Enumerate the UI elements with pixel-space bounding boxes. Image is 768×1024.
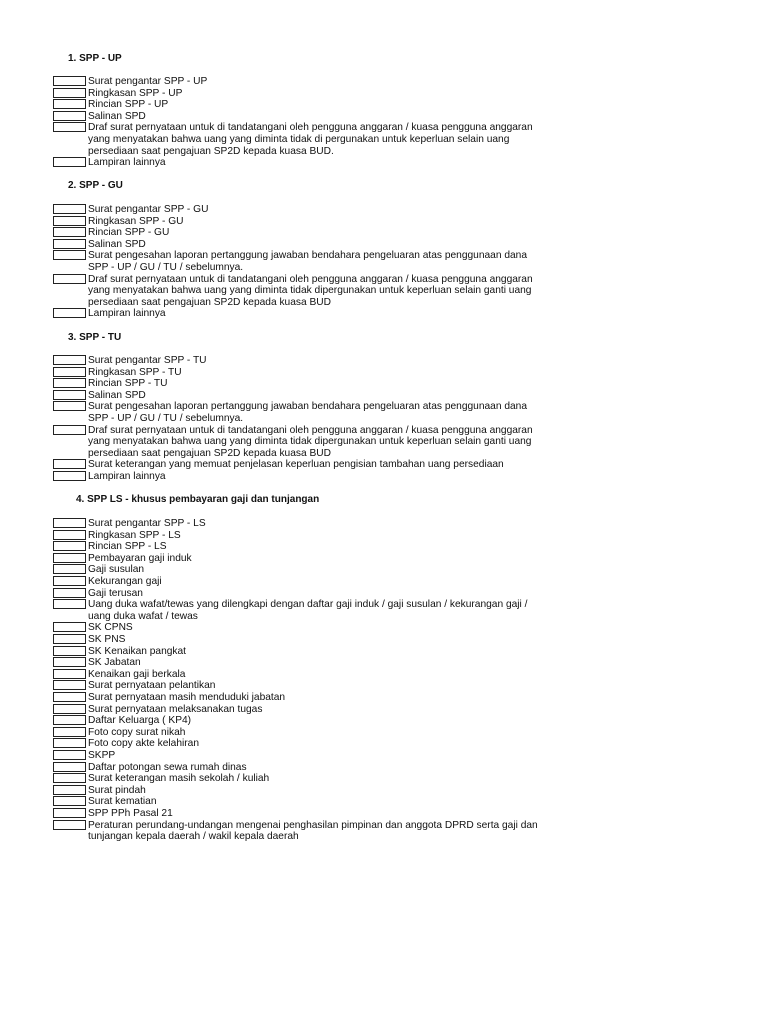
checklist-item-label: Draf surat pernyataan untuk di tandatangani oleh pengguna anggaran / kuasa pengguna anggaran yang menyatakan bahwa uang yang diminta tidak dipergunakan untuk keperluan selain ganti uang persediaan saat pengajuan SP2D kepada kuasa BUD bbox=[88, 424, 533, 459]
checkbox[interactable] bbox=[53, 274, 86, 284]
checklist-item bbox=[53, 750, 593, 762]
checkbox[interactable] bbox=[53, 204, 86, 214]
checklist-item bbox=[53, 704, 593, 716]
checkbox[interactable] bbox=[53, 750, 86, 760]
checkbox[interactable] bbox=[53, 308, 86, 318]
checklist-item bbox=[53, 680, 593, 692]
checklist-item-label: SK Kenaikan pangkat bbox=[88, 645, 186, 657]
checklist-item-label: SK CPNS bbox=[88, 622, 133, 634]
checklist-item-label: Daftar Keluarga ( KP4) bbox=[88, 715, 192, 727]
checklist-item-label: Surat pengesahan laporan pertanggung jawaban bendahara pengeluaran atas penggunaan dana SPP - UP / GU / TU / sebelumnya. bbox=[88, 401, 528, 424]
checklist-item-label: Foto copy surat nikah bbox=[88, 726, 186, 738]
checkbox[interactable] bbox=[53, 692, 86, 702]
checklist-item-label: Foto copy akte kelahiran bbox=[88, 738, 199, 750]
checklist-item-label: Lampiran lainnya bbox=[88, 157, 166, 169]
checkbox[interactable] bbox=[53, 622, 86, 632]
checklist-item bbox=[53, 401, 593, 424]
checklist-item-label: Surat pernyataan pelantikan bbox=[88, 680, 216, 692]
checklist-item bbox=[53, 459, 593, 471]
checklist-item bbox=[53, 390, 593, 402]
checkbox[interactable] bbox=[53, 553, 86, 563]
checkbox[interactable] bbox=[53, 111, 86, 121]
checklist-item bbox=[53, 796, 593, 808]
checklist-item bbox=[53, 355, 593, 367]
checkbox[interactable] bbox=[53, 99, 86, 109]
checklist-item-label: Surat pengesahan laporan pertanggung jawaban bendahara pengeluaran atas penggunaan dana SPP - UP / GU / TU / sebelumnya. bbox=[88, 250, 528, 273]
checkbox[interactable] bbox=[53, 378, 86, 388]
checklist-item bbox=[53, 622, 593, 634]
checkbox[interactable] bbox=[53, 541, 86, 551]
checklist-item bbox=[53, 564, 593, 576]
checkbox[interactable] bbox=[53, 588, 86, 598]
checklist-item bbox=[53, 425, 593, 460]
checklist-item-label: Salinan SPD bbox=[88, 389, 146, 401]
checklist-item-label: Gaji terusan bbox=[88, 587, 143, 599]
checkbox[interactable] bbox=[53, 425, 86, 435]
checklist-item bbox=[53, 773, 593, 785]
checklist-item bbox=[53, 216, 593, 228]
checkbox[interactable] bbox=[53, 250, 86, 260]
checklist-item bbox=[53, 274, 593, 309]
checkbox[interactable] bbox=[53, 657, 86, 667]
checklist-item-label: Surat pengantar SPP - TU bbox=[88, 355, 207, 366]
checkbox[interactable] bbox=[53, 669, 86, 679]
checklist-item-label: Daftar potongan sewa rumah dinas bbox=[88, 761, 247, 773]
checklist-item-label: Rincian SPP - TU bbox=[88, 378, 168, 390]
checklist-item bbox=[53, 76, 593, 88]
checkbox[interactable] bbox=[53, 367, 86, 377]
checkbox[interactable] bbox=[53, 227, 86, 237]
checkbox[interactable] bbox=[53, 471, 86, 481]
checklist-item bbox=[53, 111, 593, 123]
checklist-item bbox=[53, 250, 593, 273]
checklist-item-label: Ringkasan SPP - LS bbox=[88, 529, 181, 541]
checklist-item-label: Lampiran lainnya bbox=[88, 471, 166, 482]
checklist-item bbox=[53, 692, 593, 704]
checkbox[interactable] bbox=[53, 401, 86, 411]
checklist-item-label: Rincian SPP - UP bbox=[88, 99, 169, 111]
checkbox[interactable] bbox=[53, 390, 86, 400]
checklist-item-label: Surat kematian bbox=[88, 796, 157, 808]
checklist-item-label: Lampiran lainnya bbox=[88, 308, 166, 320]
checklist-item-label: SK PNS bbox=[88, 634, 126, 645]
checkbox[interactable] bbox=[53, 88, 86, 98]
checklist-item bbox=[53, 378, 593, 390]
checklist-item bbox=[53, 646, 593, 658]
checklist-item-label: Rincian SPP - LS bbox=[88, 541, 167, 553]
checklist-item-label: Surat pernyataan melaksanakan tugas bbox=[88, 703, 263, 715]
checklist-item bbox=[53, 471, 593, 483]
checklist-item bbox=[53, 227, 593, 239]
checkbox[interactable] bbox=[53, 355, 86, 365]
checklist-item bbox=[53, 576, 593, 588]
checklist-item-label: Ringkasan SPP - GU bbox=[88, 215, 184, 227]
checkbox[interactable] bbox=[53, 634, 86, 644]
checklist-item-label: SK Jabatan bbox=[88, 657, 141, 669]
checkbox[interactable] bbox=[53, 704, 86, 714]
checkbox[interactable] bbox=[53, 715, 86, 725]
checklist-item bbox=[53, 669, 593, 681]
checklist-item-label: SPP PPh Pasal 21 bbox=[88, 808, 173, 819]
checklist-item-label: Pembayaran gaji induk bbox=[88, 552, 192, 564]
checkbox[interactable] bbox=[53, 808, 86, 818]
checklist-item bbox=[53, 239, 593, 251]
checklist-item bbox=[53, 634, 593, 646]
checkbox[interactable] bbox=[53, 239, 86, 249]
checklist-item-label: Surat pindah bbox=[88, 784, 146, 796]
checklist-item-label: Surat pernyataan masih menduduki jabatan bbox=[88, 692, 286, 703]
checkbox[interactable] bbox=[53, 530, 86, 540]
checklist-item-label: Salinan SPD bbox=[88, 110, 146, 122]
checklist-item bbox=[53, 99, 593, 111]
checklist-item bbox=[53, 599, 593, 622]
checkbox[interactable] bbox=[53, 727, 86, 737]
checklist-item bbox=[53, 762, 593, 774]
checkbox[interactable] bbox=[53, 785, 86, 795]
checklist-item bbox=[53, 808, 593, 820]
checklist-item bbox=[53, 88, 593, 100]
checklist-item-label: Draf surat pernyataan untuk di tandatangani oleh pengguna anggaran / kuasa pengguna anggaran yang menyatakan bahwa uang yang diminta tidak dipergunakan untuk keperluan selain ganti uang persediaan saat pengajuan SP2D kepada kuasa BUD bbox=[88, 273, 533, 308]
checklist-item-label: Ringkasan SPP - TU bbox=[88, 366, 182, 378]
checklist-item bbox=[53, 367, 593, 379]
section-title: 1. SPP - UP bbox=[68, 53, 122, 64]
checklist-item bbox=[53, 588, 593, 600]
checklist-item-label: Surat keterangan yang memuat penjelasan keperluan pengisian tambahan uang persediaan bbox=[88, 459, 504, 471]
checklist-item bbox=[53, 715, 593, 727]
checkbox[interactable] bbox=[53, 564, 86, 574]
checklist-item-label: Gaji susulan bbox=[88, 564, 145, 576]
checklist-item-label: Rincian SPP - GU bbox=[88, 227, 170, 239]
checklist-item-label: Surat pengantar SPP - GU bbox=[88, 204, 209, 215]
checklist-item-label: Ringkasan SPP - UP bbox=[88, 87, 183, 99]
checkbox[interactable] bbox=[53, 599, 86, 609]
checkbox[interactable] bbox=[53, 216, 86, 226]
checklist-item bbox=[53, 727, 593, 739]
checklist-item-label: Peraturan perundang-undangan mengenai penghasilan pimpinan dan anggota DPRD serta gaji dan tunjangan kepala daerah / wakil kepala daerah bbox=[88, 819, 538, 843]
checkbox[interactable] bbox=[53, 820, 86, 830]
checkbox[interactable] bbox=[53, 773, 86, 783]
checkbox[interactable] bbox=[53, 762, 86, 772]
checklist-item-label: Surat keterangan masih sekolah / kuliah bbox=[88, 773, 270, 785]
section-title: 4. SPP LS - khusus pembayaran gaji dan tunjangan bbox=[76, 494, 320, 505]
section-title: 3. SPP - TU bbox=[68, 332, 122, 343]
checkbox[interactable] bbox=[53, 576, 86, 586]
checklist-item-label: Kekurangan gaji bbox=[88, 576, 162, 587]
checklist-item-label: Surat pengantar SPP - UP bbox=[88, 76, 208, 87]
checkbox[interactable] bbox=[53, 157, 86, 167]
checklist-item-label: Kenaikan gaji berkala bbox=[88, 668, 186, 680]
checklist-item-label: Salinan SPD bbox=[88, 238, 146, 250]
checkbox[interactable] bbox=[53, 646, 86, 656]
checklist-item bbox=[53, 541, 593, 553]
checkbox[interactable] bbox=[53, 796, 86, 806]
checkbox[interactable] bbox=[53, 680, 86, 690]
checklist-item bbox=[53, 785, 593, 797]
section-title: 2. SPP - GU bbox=[68, 180, 123, 191]
checklist-item bbox=[53, 157, 593, 169]
checklist-item bbox=[53, 657, 593, 669]
checklist-item bbox=[53, 738, 593, 750]
checklist-item-label: Uang duka wafat/tewas yang dilengkapi dengan daftar gaji induk / gaji susulan / kekurangan gaji / uang duka wafat / tewas bbox=[88, 599, 528, 622]
checkbox[interactable] bbox=[53, 518, 86, 528]
checklist-item-label: Draf surat pernyataan untuk di tandatangani oleh pengguna anggaran / kuasa pengguna anggaran yang menyatakan bahwa uang yang diminta tidak di pergunakan untuk keperluan selain uang persediaan saat pengajuan SP2D kepada kuasa BUD. bbox=[88, 122, 533, 157]
checklist-item-label: Surat pengantar SPP - LS bbox=[88, 518, 206, 529]
checkbox[interactable] bbox=[53, 738, 86, 748]
checkbox[interactable] bbox=[53, 459, 86, 469]
checklist-item bbox=[53, 308, 593, 320]
checklist-item bbox=[53, 204, 593, 216]
checklist-item bbox=[53, 530, 593, 542]
checklist-item bbox=[53, 122, 593, 157]
checklist-item-label: SKPP bbox=[88, 750, 116, 761]
checklist-item bbox=[53, 553, 593, 565]
checklist-item bbox=[53, 820, 593, 843]
checklist-item bbox=[53, 518, 593, 530]
checkbox[interactable] bbox=[53, 76, 86, 86]
checkbox[interactable] bbox=[53, 122, 86, 132]
